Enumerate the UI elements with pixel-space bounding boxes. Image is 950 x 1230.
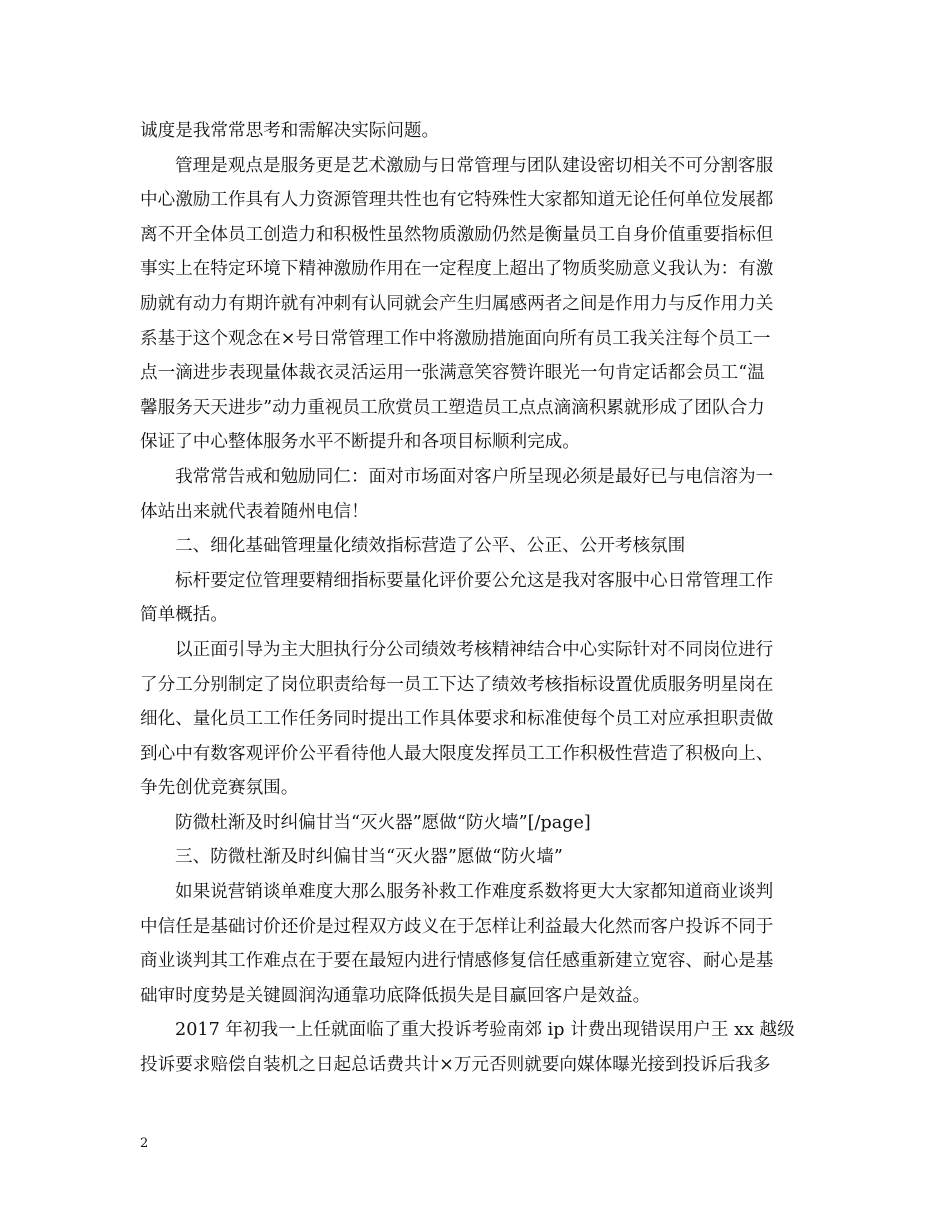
- body-text: [140, 114, 816, 1083]
- text-line: 保证了中心整体服务水平不断提升和各项目标顺利完成。: [140, 432, 580, 453]
- text-line: 管理是观点是服务更是艺术激励与日常管理与团队建设密切相关不可分割客服: [175, 155, 774, 176]
- text-line: 体站出来就代表着随州电信！: [140, 501, 369, 522]
- text-line: 点一滴进步表现量体裁衣灵活运用一张满意笑容赞许眼光一句肯定话都会员工“温: [140, 363, 765, 384]
- text-line: 系基于这个观念在×号日常管理工作中将激励措施面向所有员工我关注每个员工一: [140, 328, 771, 349]
- section-heading: 三、防微杜渐及时纠偏甘当“灭火器”愿做“防火墙”: [175, 847, 563, 868]
- text-line: 2017 年初我一上任就面临了重大投诉考验南郊 ip 计费出现错误用户王 xx 越级: [175, 1020, 795, 1041]
- text-line: 细化、量化员工工作任务同时提出工作具体要求和标准使每个员工对应承担职责做: [140, 709, 774, 730]
- text-line: 离不开全体员工创造力和积极性虽然物质激励仍然是衡量员工自身价值重要指标但: [140, 224, 774, 245]
- text-line: 以正面引导为主大胆执行分公司绩效考核精神结合中心实际针对不同岗位进行: [175, 639, 774, 660]
- text-line: 标杆要定位管理要精细指标要量化评价要公允这是我对客服中心日常管理工作: [175, 570, 774, 591]
- text-line: 中信任是基础讨价还价是过程双方歧义在于怎样让利益最大化然而客户投诉不同于: [140, 916, 774, 937]
- text-line: 争先创优竞赛氛围。: [140, 778, 299, 799]
- text-line: 励就有动力有期许就有冲刺有认同就会产生归属感两者之间是作用力与反作用力关: [140, 293, 774, 314]
- text-line: 诚度是我常常思考和需解决实际问题。: [140, 121, 440, 141]
- text-line: 中心激励工作具有人力资源管理共性也有它特殊性大家都知道无论任何单位发展都: [140, 190, 774, 211]
- text-line: 我常常告戒和勉励同仁：面对市场面对客户所呈现必须是最好已与电信溶为一: [175, 466, 774, 487]
- text-line: 了分工分别制定了岗位职责给每一员工下达了绩效考核指标设置优质服务明星岗在: [140, 674, 774, 695]
- section-heading: 二、细化基础管理量化绩效指标营造了公平、公正、公开考核氛围: [175, 536, 686, 557]
- text-line: 馨服务天天进步”动力重视员工欣赏员工塑造员工点点滴滴积累就形成了团队合力: [140, 397, 765, 418]
- text-line: 投诉要求赔偿自装机之日起总话费共计×万元否则就要向媒体曝光接到投诉后我多: [140, 1055, 771, 1076]
- text-line: 事实上在特定环境下精神激励作用在一定程度上超出了物质奖励意义我认为：有激: [140, 259, 774, 280]
- text-line: 础审时度势是关键圆润沟通靠功底降低损失是目赢回客户是效益。: [140, 985, 651, 1006]
- text-line: 到心中有数客观评价公平看待他人最大限度发挥员工工作积极性营造了积极向上、: [140, 743, 774, 764]
- text-line: 防微杜渐及时纠偏甘当“灭火器”愿做“防火墙”[/page]: [175, 812, 591, 833]
- text-line: 商业谈判其工作难点在于要在最短内进行情感修复信任感重新建立宽容、耐心是基: [140, 951, 774, 972]
- text-line: 如果说营销谈单难度大那么服务补救工作难度系数将更大大家都知道商业谈判: [175, 882, 774, 903]
- text-line: 简单概括。: [140, 605, 228, 626]
- page-number: 2: [140, 1136, 149, 1151]
